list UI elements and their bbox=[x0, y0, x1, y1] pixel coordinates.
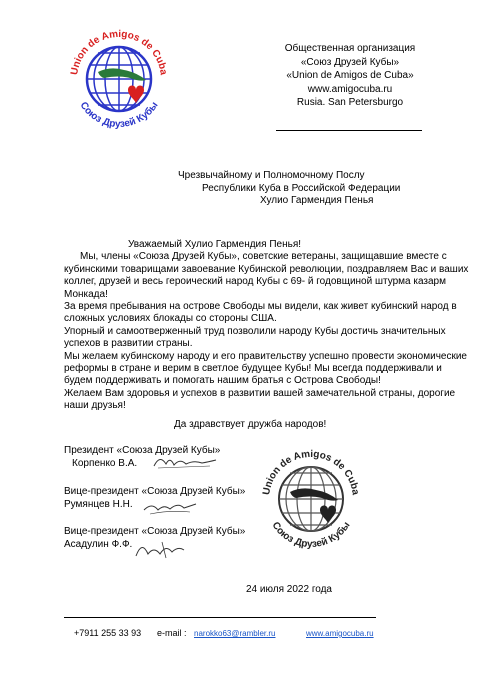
handwritten-signature-icon bbox=[150, 450, 220, 472]
signature-title: Вице-президент «Союза Друзей Кубы» bbox=[64, 526, 246, 537]
header-line: «Союз Друзей Кубы» bbox=[300, 56, 400, 68]
header-rule bbox=[276, 130, 422, 131]
header-line: Общественная организация bbox=[284, 43, 416, 54]
footer-rule bbox=[64, 617, 376, 618]
letter-line: наши друзья! bbox=[64, 400, 126, 412]
header-location: Rusia. San Petersburgo bbox=[296, 97, 404, 108]
letter-line: коллег, друзей и весь героический народ Кубы с 69- й годовщиной штурма казарм bbox=[64, 276, 446, 288]
stamp-bottom-text: Союз Друзей Кубы bbox=[269, 520, 353, 551]
header-line: «Union de Amigos de Cuba» bbox=[286, 70, 414, 81]
handwritten-signature-icon bbox=[132, 536, 192, 562]
letter-closing: Да здравствует дружба народов! bbox=[174, 418, 327, 430]
letter-body bbox=[64, 239, 469, 431]
stamp-top-text: Union de Amigos de Cuba bbox=[261, 448, 361, 496]
footer-phone: +7911 255 33 93 bbox=[74, 628, 142, 638]
letter-line: будем поддерживать и помогать нашим братья с Острова Свободы! bbox=[64, 375, 381, 387]
handwritten-signature-icon bbox=[140, 496, 200, 518]
footer-email-label: e-mail : bbox=[157, 628, 187, 638]
letter-line: Мы желаем кубинскому народу и его правительству успешно провести экономические bbox=[64, 350, 467, 362]
addressee-block bbox=[160, 170, 400, 208]
letter-line: кубинскими товарищами завоевание Кубинской революции, поздравляем Вас и ваших bbox=[64, 263, 469, 275]
letter-line: Монкада! bbox=[64, 288, 108, 300]
footer-email-link[interactable]: narokko63@rambler.ru bbox=[194, 629, 276, 638]
letter-line: За время пребывания на острове Свободы мы видели, как живет кубинский народ в bbox=[64, 301, 457, 313]
logo-top-text: Union de Amigos de Cuba bbox=[69, 28, 169, 76]
organization-stamp bbox=[252, 440, 370, 558]
organization-logo bbox=[60, 20, 178, 138]
letter-line: сложных условиях блокады со стороны США. bbox=[64, 313, 277, 325]
signature-name: Румянцев Н.Н. bbox=[64, 498, 133, 510]
addressee-line: Чрезвычайному и Полномочному Послу bbox=[178, 170, 365, 181]
signature-title: Президент «Союза Друзей Кубы» bbox=[64, 445, 221, 456]
signature-name: Корпенко В.А. bbox=[72, 457, 138, 469]
addressee-name: Хулио Гармендия Пенья bbox=[260, 195, 374, 206]
letter-line: Желаем Вам здоровья и успехов в развитии вашей замечательной страны, дорогие bbox=[64, 387, 456, 399]
signature-name: Асадулин Ф.Ф. bbox=[64, 538, 133, 550]
letter-line: Мы, члены «Союза Друзей Кубы», советские ветераны, защищавшие вместе с bbox=[80, 251, 447, 263]
letter-date: 24 июля 2022 года bbox=[246, 584, 332, 595]
addressee-line: Республики Куба в Российской Федерации bbox=[202, 182, 401, 194]
letter-line: реформы в стране и верим в светлое будущее Кубы! Мы всегда поддерживали и bbox=[64, 363, 442, 375]
header-website: www.amigocuba.ru bbox=[307, 83, 393, 95]
organization-header bbox=[270, 42, 430, 110]
letter-greeting: Уважаемый Хулио Гармендия Пенья! bbox=[128, 239, 302, 250]
letter-line: успехов в развитии страны. bbox=[64, 338, 193, 350]
letter-line: Упорный и самоотверженный труд позволили народу Кубы достичь значительных bbox=[64, 325, 446, 337]
footer-website-link[interactable]: www.amigocuba.ru bbox=[306, 629, 374, 638]
logo-bottom-text: Союз Друзей Кубы bbox=[77, 100, 161, 131]
signature-title: Вице-президент «Союза Друзей Кубы» bbox=[64, 486, 246, 497]
